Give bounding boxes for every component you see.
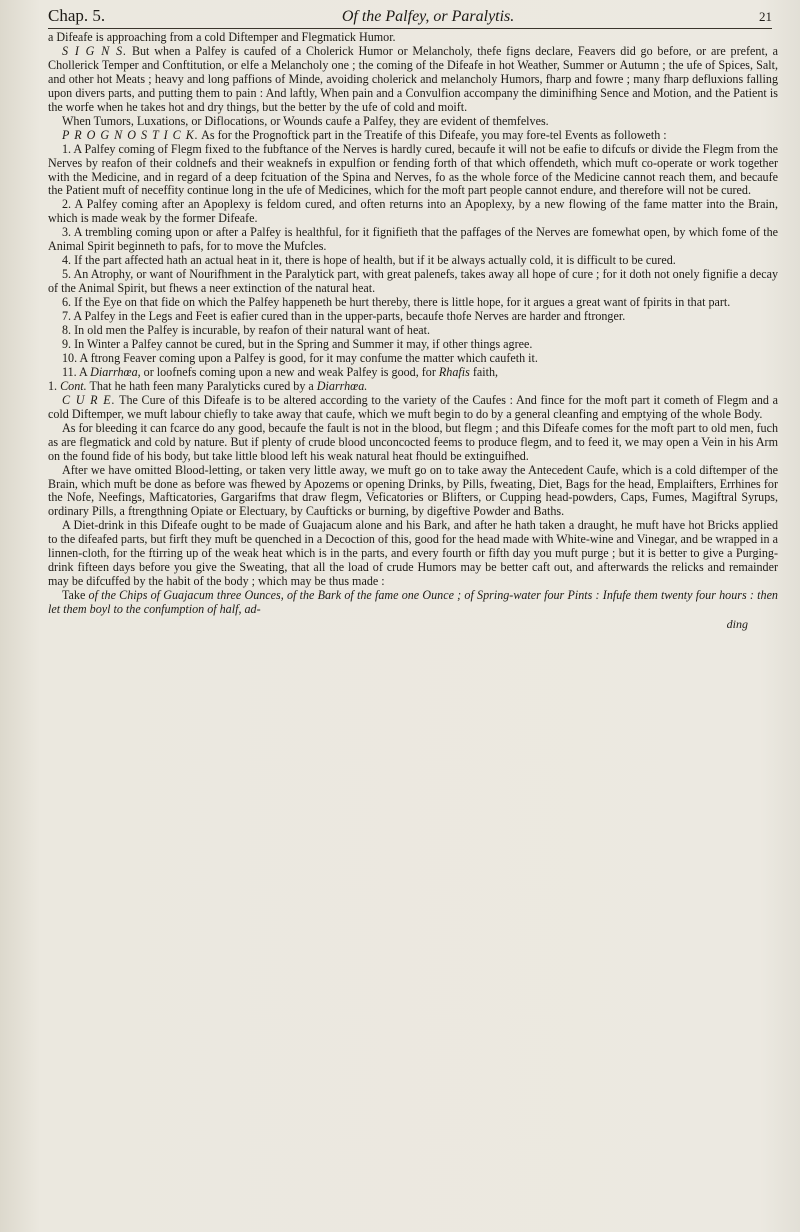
paragraph-text: 3. A trembling coming upon or after a Palfey is healthful, for it fignifieth that the paffages of the Nerves are fomewhat open, by which fome of the Animal Spirit beginneth to pafs, for to move the Mufcles.: [48, 225, 778, 254]
paragraph: [48, 310, 778, 324]
paragraph: [48, 31, 778, 45]
paragraph: [48, 129, 778, 143]
paragraph-text: A Diet-drink in this Difeafe ought to be made of Guajacum alone and his Bark, and after he hath taken a draught, he muft have hot Bricks applied to the difeafed parts, but firft they muft be quenched in a Decoction of this, good for the head made with White-wine and Vinegar, and be wrapped in a linnen-cloth, for the ftirring up of the weak heat which is in the parts, and every fourth or fifth day you muft purge ; but it is better to give a Purging-drink fifteen days before you give the Sweating, that all the load of crude Humors may be better caft out, and afterwards the relicks and remainder may be difcuffed by the habit of the body ; which may be thus made :: [48, 518, 778, 589]
italic-text: Rhafis: [438, 364, 470, 379]
paragraph-text: 10. A ftrong Feaver coming upon a Palfey is good, for it may confume the matter which caufeth it.: [62, 350, 538, 365]
paragraph-text: As for the Prognoftick part in the Treatife of this Difeafe, you may fore-tel Events as followeth :: [198, 127, 667, 142]
paragraph-text: 7. A Palfey in the Legs and Feet is eafier cured than in the upper-parts, becaufe thofe Nerves are harder and ftronger.: [62, 309, 626, 324]
paragraph: [48, 296, 778, 310]
paragraph-text: Take: [62, 588, 89, 603]
paragraph: [48, 198, 778, 226]
paragraph: [48, 226, 778, 254]
italic-text: Diarrhœa.: [316, 378, 368, 393]
paragraph: [48, 366, 778, 380]
running-head: [48, 6, 772, 29]
page-number: 21: [759, 9, 772, 24]
paragraph: [48, 115, 778, 129]
italic-text: Diarrhœa,: [90, 364, 141, 379]
paragraph: [48, 422, 778, 464]
paragraph-text: When Tumors, Luxations, or Diflocations, or Wounds caufe a Palfey, they are evident of themfelves.: [62, 113, 549, 128]
paragraph-text: 9. In Winter a Palfey cannot be cured, but in the Spring and Summer it may, if other things agree.: [62, 336, 533, 351]
paragraph-text: a Difeafe is approaching from a cold Diftemper and Flegmatick Humor.: [48, 30, 396, 44]
paragraph: [48, 464, 778, 520]
paragraph-text: 1.: [48, 378, 61, 393]
paragraph: [48, 394, 778, 422]
paragraph: [48, 589, 778, 617]
paragraph: [48, 324, 778, 338]
paragraph-text: 5. An Atrophy, or want of Nourifhment in the Paralytick part, with great palenefs, takes away all hope of cure ; for it doth not onely fignifie a decay of the Animal Spirit, but fhews a neer extinction of the natural heat.: [48, 267, 778, 296]
paragraph: [48, 519, 778, 589]
italic-text: of the Chips of Guajacum three Ounces, of the Bark of the fame one Ounce ; of Spring-water four Pints : Infufe them twenty four hours : then let them boyl to the confumption of half, ad-: [48, 588, 778, 617]
italic-text: Cont.: [60, 378, 87, 393]
paragraph: [48, 338, 778, 352]
paragraph-text: After we have omitted Blood-letting, or taken very little away, we muft go on to take away the Antecedent Caufe, which is a cold diftemper of the Brain, which muft be done as before was fhewed by Apozems or opening Drinks, by Pills, fweating, Diet, Bags for the head, Emplaifters, Errhines for the Nofe, Neefings, Mafticatories, Gargarifms that draw flegm, Veficatories or Blifters, or Cupping head-powders, Caps, Fumes, Magiftral Syrups, ordinary Pills, a ftrengthning Opiate or Electuary, by Caufticks or burning, by digeftive Powder and Baths.: [48, 462, 778, 519]
paragraph-text: 11. A: [62, 364, 91, 379]
catchword: ding: [726, 617, 748, 632]
paragraph-text: 1. A Palfey coming of Flegm fixed to the fubftance of the Nerves is hardly cured, becaufe it will not be eafie to difcufs or divide the Flegm from the Nerves by reafon of their coldnefs and their weaknefs in expulfion or fending forth of that which offendeth, which muft co-operate or work together with the Medicine, and in regard of a deep fcituation of the Spina and Nerves, fo as the whole force of the Medicine cannot reach them, and becaufe the Patient muft of neceffity continue long in the ufe of Medicines, which for the moft part people cannot endure, and therefore will not be cured.: [48, 141, 778, 198]
paragraph-text: 2. A Palfey coming after an Apoplexy is feldom cured, and often returns into an Apoplexy, by a new flowing of the fame matter into the Brain, which is made weak by the former Difeafe.: [48, 197, 778, 226]
paragraph-text: That he hath feen many Paralyticks cured by a: [86, 378, 317, 393]
paragraph-text: or loofnefs coming upon a new and weak Palfey is good, for: [140, 364, 439, 379]
running-title: Of the Palfey, or Paralytis.: [341, 8, 515, 25]
paragraph-text: 8. In old men the Palfey is incurable, by reafon of their natural want of heat.: [62, 323, 431, 338]
paragraph-text: 4. If the part affected hath an actual heat in it, there is hope of health, but if it be always actually cold, it is difficult to be cured.: [62, 253, 676, 268]
paragraph-text: 6. If the Eye on that fide on which the Palfey happeneth be hurt thereby, there is little hope, for it argues a great want of fpirits in that part.: [62, 295, 731, 310]
paragraph: [48, 45, 778, 115]
section-heading: S I G N S.: [62, 43, 128, 58]
paragraph-text: The Cure of this Difeafe is to be altered according to the variety of the Caufes : And fince for the moft part it cometh of Flegm and a cold Diftemper, we muft labour chiefly to take away that caufe, which we muft begin to do by a general cleanfing and emptying of the whole Body.: [48, 392, 779, 421]
section-heading: P R O G N O S T I C K.: [62, 127, 199, 142]
paragraph: [48, 268, 778, 296]
paragraph-text: As for bleeding it can fcarce do any good, becaufe the fault is not in the blood, but flegm ; and this Difeafe comes for the moft part to old men, fuch as are flegmatick and cold by nature. But if plenty of crude blood unconcocted feems to produce flegm, and to feed it, we may open a Vein in his Arm on the found fide of his body, but take little blood left his weak natural heat fhould be extinguifhed.: [48, 420, 778, 463]
chapter-label: Chap. 5.: [48, 6, 106, 25]
body-text: [48, 31, 778, 617]
paragraph-text: faith,: [469, 364, 499, 379]
paragraph: [48, 352, 778, 366]
paragraph: [48, 380, 778, 394]
paragraph-text: But when a Palfey is caufed of a Cholerick Humor or Melancholy, thefe figns declare, Feavers did go before, or are prefent, a Chollerick Temper and Conftitution, or elfe a Melancholy one ; the coming of the Difeafe in hot Weather, Summer or Autumn ; the ufe of Spices, Salt, and other hot Meats ; heavy and long paffions of Minde, avoiding cholerick and melancholy Humors, fharp and fowre ; many fharp defluxions falling upon divers parts, and putting them to pain : And laftly, When pain and a Convulfion accompany the diminifhing Sence and Motion, and the Patient is the worfe when he takes hot and dry things, but the better by the ufe of cold and moift.: [48, 43, 778, 114]
paragraph: [48, 254, 778, 268]
paragraph: [48, 143, 778, 199]
section-heading: C U R E.: [62, 392, 116, 407]
